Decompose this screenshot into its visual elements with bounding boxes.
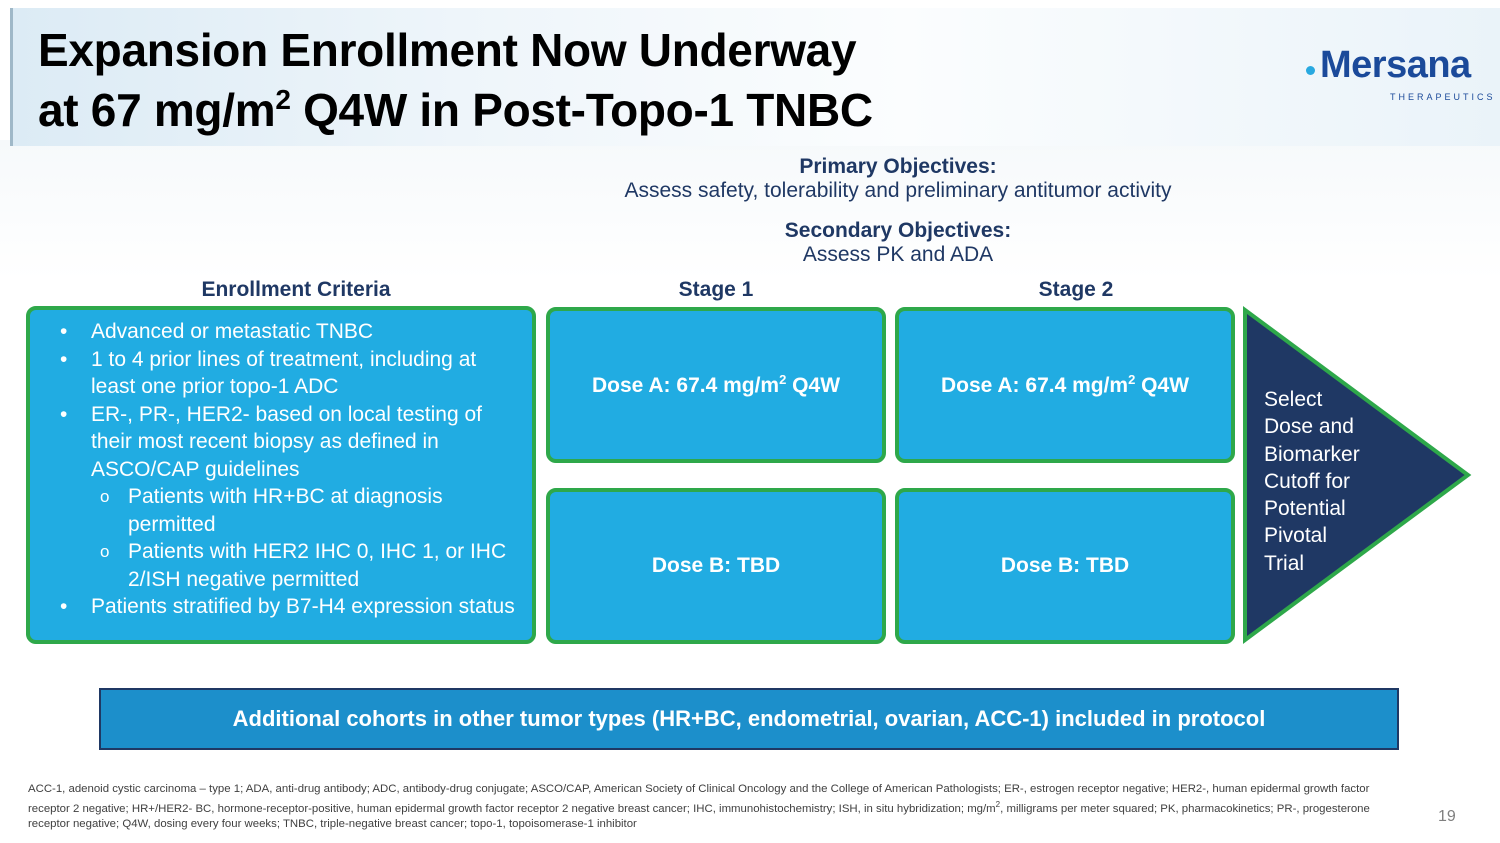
stage-1-dose-b-box bbox=[546, 488, 886, 644]
sub-bullet-icon: o bbox=[100, 542, 110, 561]
title-line-2-end: Q4W in Post-Topo-1 TNBC bbox=[290, 84, 873, 136]
secondary-objectives bbox=[398, 219, 1398, 267]
decision-arrow-text bbox=[1264, 386, 1404, 577]
criteria-item bbox=[60, 483, 520, 538]
bullet-icon: • bbox=[60, 320, 68, 343]
page-number: 19 bbox=[1438, 808, 1456, 825]
criteria-item bbox=[60, 401, 520, 484]
primary-objectives-heading: Primary Objectives: bbox=[799, 155, 997, 178]
criteria-text: Patients with HER2 IHC 0, IHC 1, or IHC 2/ISH negative permitted bbox=[128, 540, 507, 591]
secondary-objectives-heading: Secondary Objectives: bbox=[784, 219, 1012, 242]
company-logo bbox=[1306, 44, 1496, 104]
bullet-icon: • bbox=[60, 595, 68, 618]
criteria-item bbox=[60, 346, 520, 401]
title-line-2-start: at 67 mg/m bbox=[38, 84, 276, 136]
criteria-text: ER-, PR-, HER2- based on local testing of their most recent biopsy as defined in ASCO/CAP guidelines bbox=[91, 402, 483, 481]
stage-2-dose-b-label: Dose B: TBD bbox=[1000, 554, 1130, 577]
stage-1-dose-a-label: Dose A: 67.4 $mg/m^2$ Q4W bbox=[591, 372, 841, 397]
abbreviations-footnote: ACC-1, adenoid cystic carcinoma – type 1; ADA, anti-drug antibody; ADC, antibody-drug conjugate; ASCO/CAP, American Society of Clinical Oncology and the College of American Pathologists; ER-, estrogen receptor negative; HER2-, human epidermal growth factor receptor 2 negative; HR+/HER2- BC, hormone-receptor-positive, human epidermal growth factor receptor 2 negative breast cancer; IHC, immunohistochemistry; ISH, in situ hybridization; $mg/m^2$, milligrams per meter squared; PK, pharmacokinetics; PR-, progesterone receptor negative; Q4W, dosing every four weeks; TNBC, triple-negative breast cancer; topo-1, topoisomerase-1 inhibitor bbox=[28, 783, 1370, 830]
logo-subtitle: THERAPEUTICS bbox=[1390, 92, 1496, 102]
title-line-2 bbox=[38, 80, 873, 140]
arrow-text-line: Trial bbox=[1264, 551, 1305, 575]
primary-objectives-text: Assess safety, tolerability and preliminary antitumor activity bbox=[624, 179, 1172, 202]
enrollment-criteria-heading: Enrollment Criteria bbox=[201, 278, 391, 301]
title-superscript: 2 bbox=[275, 84, 291, 115]
arrow-text-line: Potential bbox=[1264, 497, 1346, 521]
criteria-text: Patients stratified by B7-H4 expression status bbox=[91, 595, 515, 618]
primary-objectives bbox=[398, 155, 1398, 203]
arrow-text-line: Select bbox=[1264, 388, 1323, 411]
bullet-icon: • bbox=[60, 402, 68, 426]
criteria-item bbox=[60, 593, 520, 621]
stage-1-dose-a-box bbox=[546, 307, 886, 463]
criteria-item bbox=[60, 318, 520, 346]
stage-2-dose-a-box bbox=[895, 307, 1235, 463]
title-line-1: Expansion Enrollment Now Underway bbox=[38, 24, 857, 76]
logo-dot-icon bbox=[1306, 66, 1315, 75]
arrow-text-line: Dose and bbox=[1264, 415, 1354, 439]
logo-wordmark: Mersana bbox=[1320, 44, 1471, 86]
bullet-icon: • bbox=[60, 347, 68, 371]
stage-2-heading: Stage 2 bbox=[1038, 278, 1114, 301]
criteria-item bbox=[60, 538, 520, 593]
criteria-text: Patients with HR+BC at diagnosis permitted bbox=[128, 485, 443, 536]
additional-cohorts-banner: Additional cohorts in other tumor types (HR+BC, endometrial, ovarian, ACC-1) included in protocol bbox=[99, 688, 1399, 750]
stage-1-heading: Stage 1 bbox=[678, 278, 754, 301]
enrollment-criteria-list bbox=[60, 318, 520, 621]
enrollment-criteria-box bbox=[26, 306, 536, 644]
arrow-text-line: Pivotal bbox=[1264, 524, 1328, 548]
criteria-text: Advanced or metastatic TNBC bbox=[91, 320, 374, 343]
arrow-text-line: Cutoff for bbox=[1264, 469, 1350, 493]
stage-1-dose-b-label: Dose B: TBD bbox=[651, 554, 781, 577]
criteria-text: 1 to 4 prior lines of treatment, including at least one prior topo-1 ADC bbox=[91, 347, 477, 398]
secondary-objectives-text: Assess PK and ADA bbox=[802, 243, 994, 266]
slide-title bbox=[38, 20, 873, 140]
stage-2-dose-b-box bbox=[895, 488, 1235, 644]
arrow-text-line: Biomarker bbox=[1264, 442, 1360, 466]
stage-2-dose-a-label: Dose A: 67.4 $mg/m^2$ Q4W bbox=[940, 372, 1190, 397]
sub-bullet-icon: o bbox=[100, 487, 110, 506]
